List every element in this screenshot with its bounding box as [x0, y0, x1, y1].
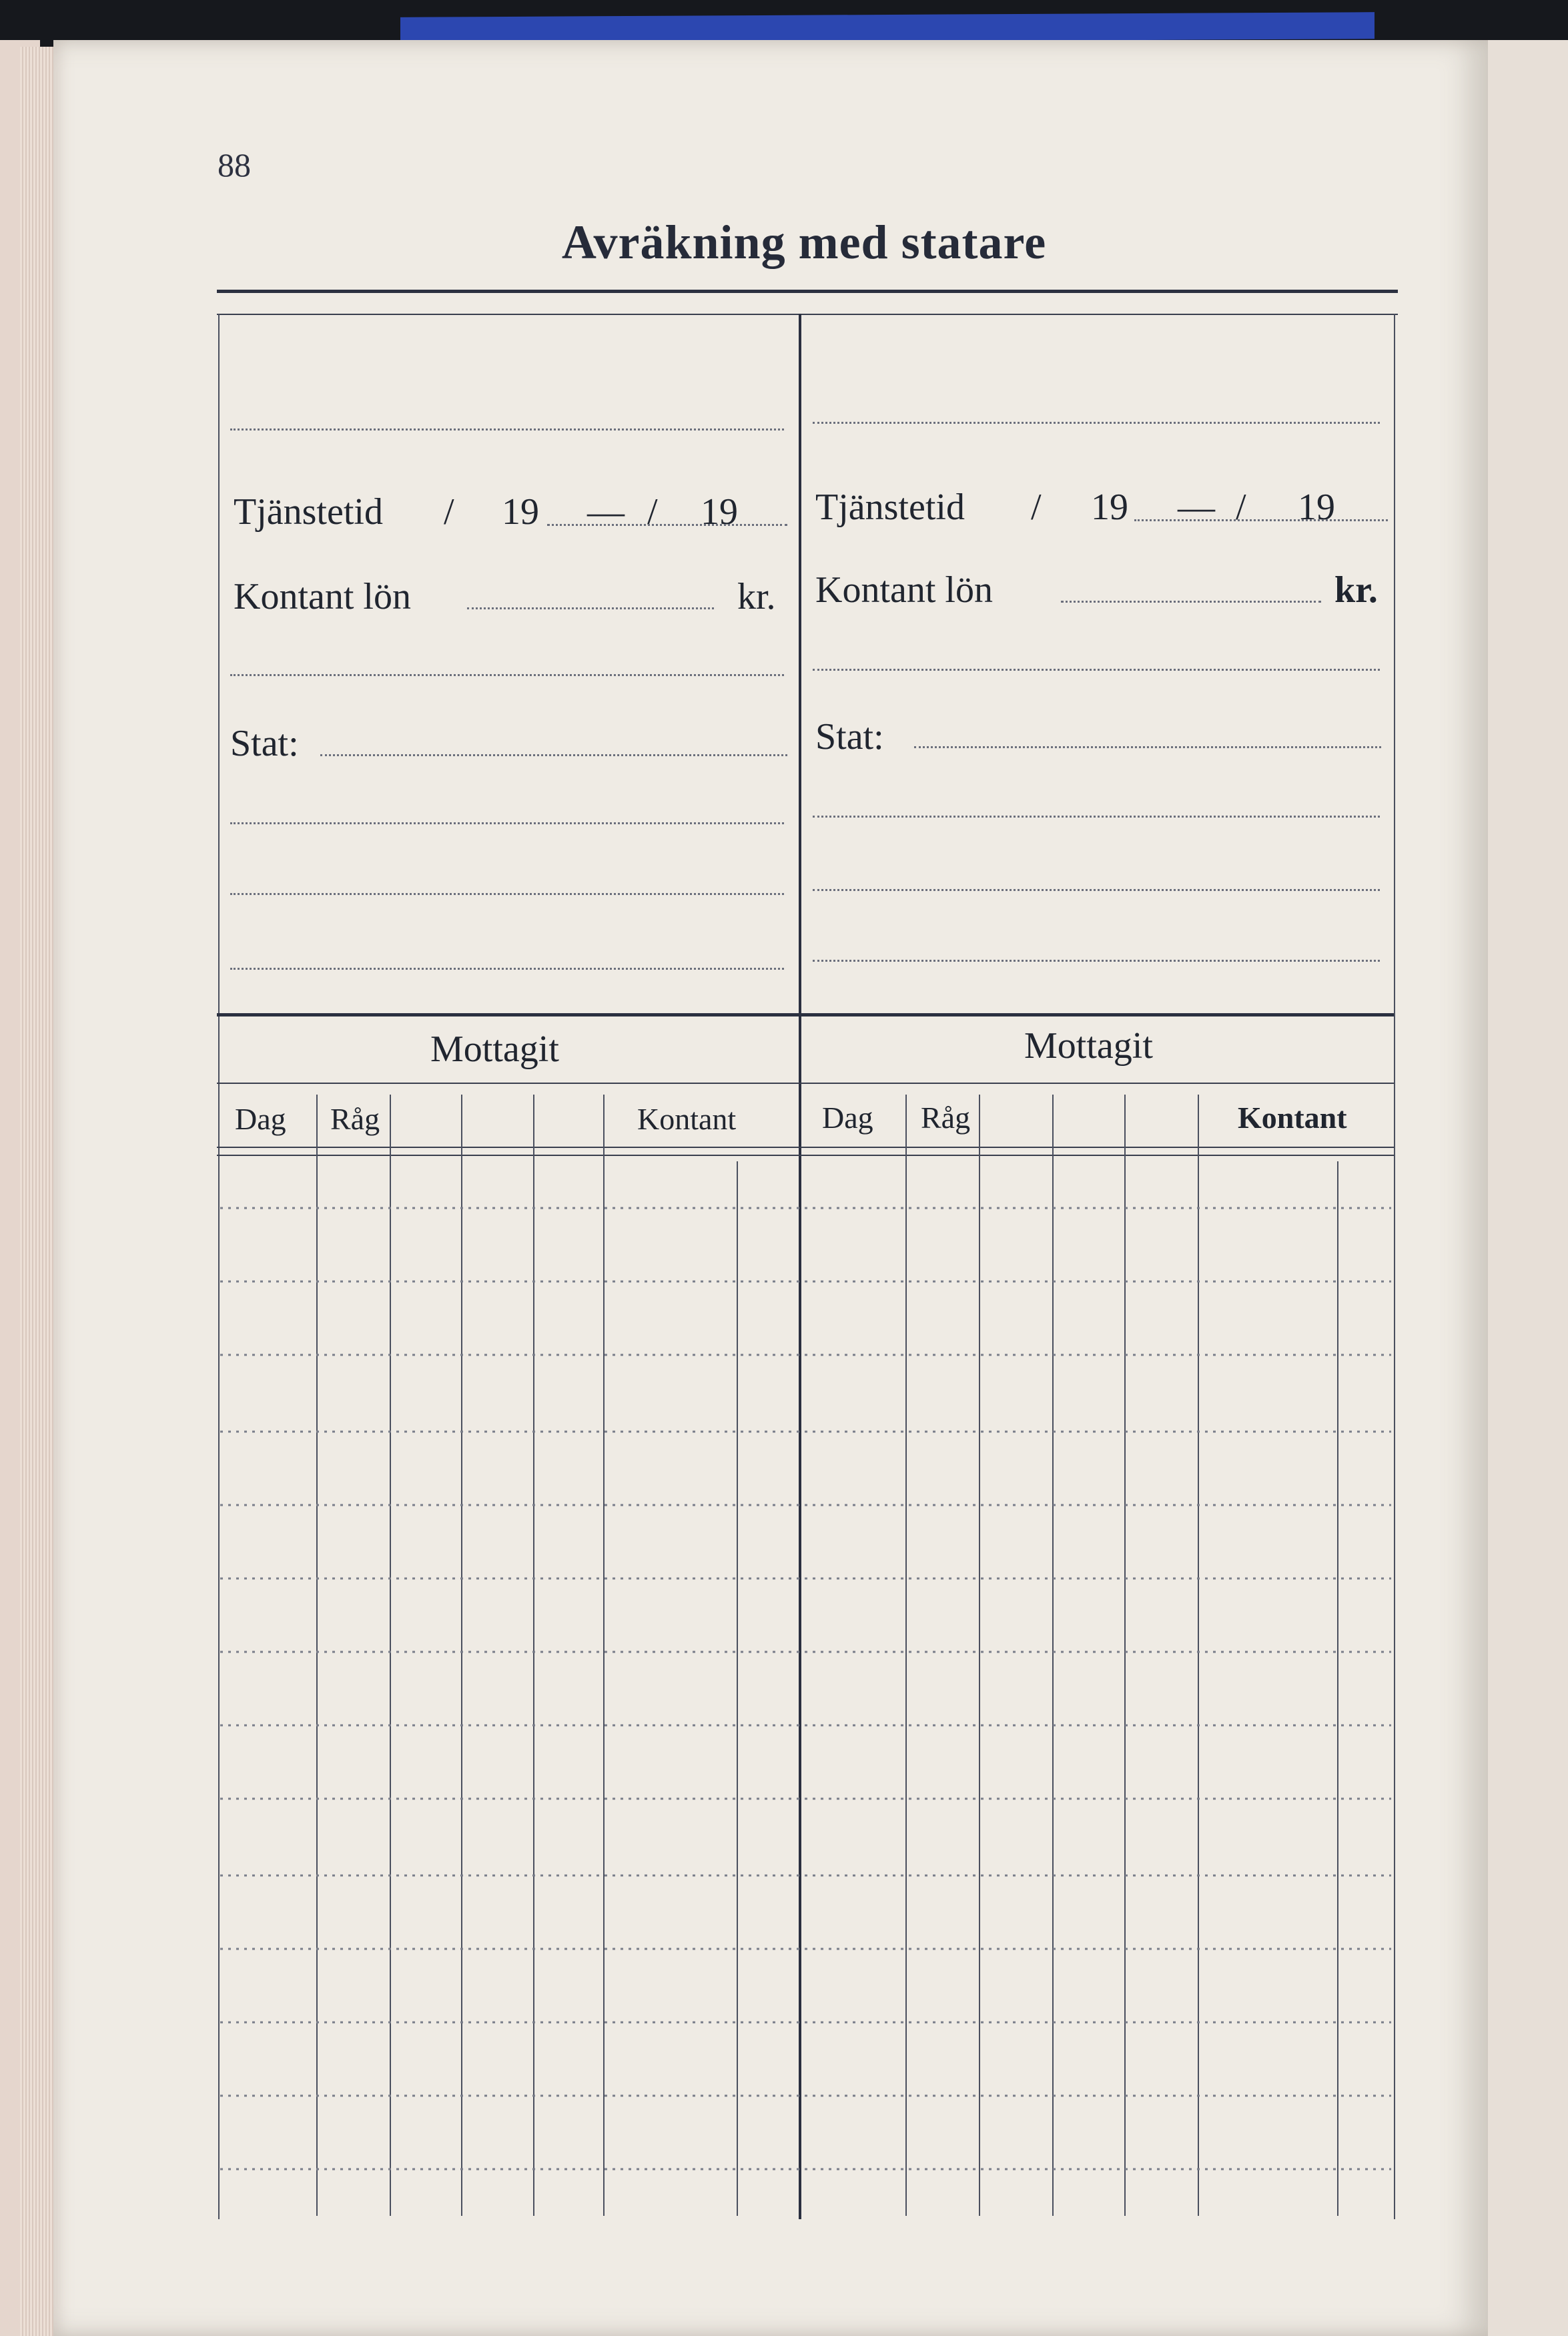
left-col-rag: Råg [330, 1102, 380, 1136]
right-stat-label: Stat: [815, 716, 884, 758]
page-title: Avräkning med statare [561, 216, 1047, 269]
right-slash-2: / [1236, 487, 1246, 528]
ledger-rows [220, 1208, 1391, 2169]
left-slash-1: / [444, 491, 454, 533]
right-dash: — [1178, 487, 1215, 528]
left-tjanstetid-label: Tjänstetid [234, 491, 383, 533]
right-year-2: 19 [1298, 487, 1335, 528]
left-dash: — [587, 491, 625, 533]
right-tjanstetid-label: Tjänstetid [815, 487, 965, 528]
right-year-1: 19 [1091, 487, 1128, 528]
right-kr-label: kr. [1334, 569, 1378, 611]
ledger-columns [317, 1095, 1338, 2216]
right-mottagit-header: Mottagit [1024, 1025, 1153, 1067]
left-mottagit-header: Mottagit [430, 1029, 559, 1070]
left-stat-label: Stat: [230, 723, 299, 764]
left-kontant-lon-label: Kontant lön [234, 576, 411, 617]
right-col-dag: Dag [822, 1101, 873, 1135]
right-col-rag: Råg [921, 1101, 971, 1135]
right-col-kontant: Kontant [1238, 1101, 1347, 1135]
right-slash-1: / [1031, 487, 1042, 528]
left-col-dag: Dag [235, 1102, 286, 1136]
page-number: 88 [218, 146, 251, 184]
left-year-2: 19 [701, 491, 738, 533]
right-kontant-lon-label: Kontant lön [815, 569, 993, 611]
left-year-1: 19 [502, 491, 539, 533]
left-col-kontant: Kontant [637, 1102, 737, 1136]
left-kr-label: kr. [737, 576, 776, 617]
left-slash-2: / [647, 491, 658, 533]
